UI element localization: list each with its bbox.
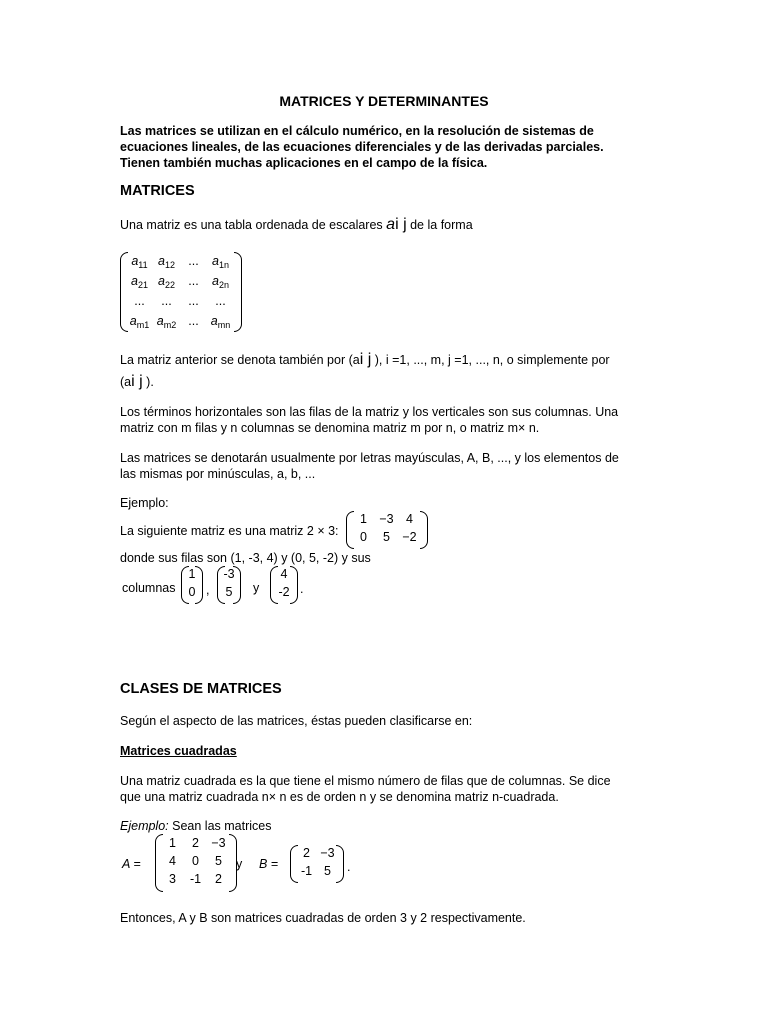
clases-intro: Según el aspecto de las matrices, éstas pueden clasificarse en: xyxy=(120,714,473,728)
matrix-cell: ... xyxy=(188,274,199,288)
matrix-cell: $a_{m2}$ xyxy=(156,314,177,330)
matrix-cell: 1 xyxy=(188,567,196,581)
matrix-cell: ... xyxy=(134,294,145,308)
matrix-cell: 4 xyxy=(280,567,288,581)
matrix-cell: 2 xyxy=(303,846,310,860)
matrix-a xyxy=(155,834,237,892)
definition-subscript: i j xyxy=(395,216,407,233)
denote-text: La matriz anterior se denota también por (a xyxy=(120,353,360,367)
matrix-cell: 2 xyxy=(192,836,199,850)
matrix-cell: 1 xyxy=(169,836,176,850)
matrix-cell: 4 xyxy=(169,854,176,868)
matrix-cell: 5 xyxy=(225,585,233,599)
matrix-cell: −3 xyxy=(320,846,335,860)
matrix-cell: ... xyxy=(161,294,172,308)
column-vector-2 xyxy=(217,566,241,604)
section-heading-clases: CLASES DE MATRICES xyxy=(120,681,282,697)
matrix-cell: 0 xyxy=(188,585,196,599)
rows-text: donde sus filas son (1, -3, 4) y (0, 5, -2) y sus xyxy=(120,551,371,565)
denote-close: ). xyxy=(146,375,154,389)
period: . xyxy=(300,582,304,596)
right-paren xyxy=(420,511,428,549)
matrix-cell: 5 xyxy=(324,864,331,878)
b-label: B = xyxy=(259,857,279,871)
example2-text: Sean las matrices xyxy=(172,819,272,833)
matrix-cell: $a_{22}$ xyxy=(158,274,175,290)
example2 xyxy=(120,819,271,833)
matrix-cell: -3 xyxy=(223,567,235,581)
denote-subscript: i j xyxy=(359,351,372,368)
matrix-cell: -1 xyxy=(300,864,313,878)
rows-columns-paragraph: Los términos horizontales son las filas de la matriz y los verticales son sus columnas. Una matriz con m filas y n columnas se denomina matriz m por n, o matriz m× n. xyxy=(120,405,619,435)
column-vector-3 xyxy=(270,566,298,604)
definition-line xyxy=(120,217,630,233)
period-2: . xyxy=(347,860,351,874)
matrix-cell: $a_{2n}$ xyxy=(212,274,229,290)
matrix-cell: 0 xyxy=(192,854,199,868)
matrix-cell: -2 xyxy=(278,585,290,599)
column-vector-1 xyxy=(181,566,203,604)
matrix-cell: ... xyxy=(215,294,226,308)
denote-subscript-2: i j xyxy=(131,373,143,390)
right-paren xyxy=(234,252,242,332)
matrix-cell: ... xyxy=(188,254,199,268)
matrix-cell: $a_{21}$ xyxy=(131,274,148,290)
matrix-cell: $a_{11}$ xyxy=(131,254,148,270)
matrix-cell: 3 xyxy=(169,872,176,886)
matrix-cell: −2 xyxy=(402,530,417,544)
denote-text-after: ), i =1, ..., m, j =1, ..., n, o simplemente por xyxy=(374,353,610,367)
intro-paragraph: Las matrices se utilizan en el cálculo numérico, en la resolución de sistemas de ecuaciones lineales, de las ecuaciones diferenciales y de las derivadas parciales. Tienen también muchas aplicaciones en el campo de la física. xyxy=(120,124,604,170)
matrix-cell: $a_{1n}$ xyxy=(212,254,229,270)
matrix-cell: 5 xyxy=(383,530,390,544)
definition-text-after: de la forma xyxy=(410,218,473,232)
definition-symbol: a xyxy=(386,216,396,233)
matrix-cell: $a_{mn}$ xyxy=(210,314,231,330)
example-label: Ejemplo: xyxy=(120,496,169,510)
matrix-cell: $a_{12}$ xyxy=(158,254,175,270)
example-line: La siguiente matriz es una matriz 2 × 3: xyxy=(120,524,339,538)
conclusion: Entonces, A y B son matrices cuadradas de orden 3 y 2 respectivamente. xyxy=(120,911,526,925)
matrix-b xyxy=(290,845,344,883)
page-title: MATRICES Y DETERMINANTES xyxy=(279,93,489,109)
matrix-cell: $a_{m1}$ xyxy=(129,314,150,330)
general-matrix xyxy=(120,252,242,332)
cuadradas-definition: Una matriz cuadrada es la que tiene el mismo número de filas que de columnas. Se dice que una matriz cuadrada n× n es de orden n y se denomina matriz n-cuadrada. xyxy=(120,774,611,804)
columns-label: columnas xyxy=(122,581,176,595)
conjunction-y: y xyxy=(253,581,260,595)
matrix-cell: −3 xyxy=(211,836,226,850)
conjunction-y-2: y xyxy=(236,857,243,871)
matrix-cell: 2 xyxy=(215,872,222,886)
matrix-cell: 1 xyxy=(360,512,367,526)
denote-paragraph xyxy=(120,349,630,393)
matrix-cell: ... xyxy=(188,294,199,308)
matrix-cell: −3 xyxy=(379,512,394,526)
denote-open: (a xyxy=(120,375,132,389)
example-matrix xyxy=(346,511,428,549)
matrix-cell: -1 xyxy=(189,872,202,886)
matrix-cell: ... xyxy=(188,314,199,328)
section-heading-matrices: MATRICES xyxy=(120,183,195,199)
matrix-cell: 4 xyxy=(406,512,413,526)
example2-label: Ejemplo: xyxy=(120,819,169,833)
a-label: A = xyxy=(122,857,141,871)
definition-text: Una matriz es una tabla ordenada de escalares xyxy=(120,218,383,232)
notation-paragraph: Las matrices se denotarán usualmente por letras mayúsculas, A, B, ..., y los elementos de las mismas por minúsculas, a, b, ... xyxy=(120,451,619,481)
comma: , xyxy=(206,583,210,597)
matrix-cell: 0 xyxy=(360,530,367,544)
subheading-cuadradas: Matrices cuadradas xyxy=(120,744,237,758)
matrix-cell: 5 xyxy=(215,854,222,868)
